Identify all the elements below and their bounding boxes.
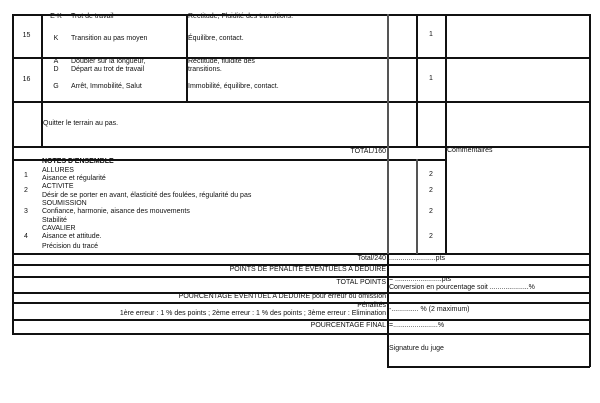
note-coefficient: 2	[429, 187, 433, 194]
row-divider	[12, 319, 590, 321]
note-heading: CAVALIER	[42, 225, 76, 232]
col-divider	[445, 14, 447, 254]
note-extra: Précision du tracé	[42, 243, 99, 250]
movement-description: Trot de travail	[71, 13, 114, 20]
row-divider	[12, 101, 590, 103]
movement-coefficient: 1	[429, 31, 433, 38]
note-heading: SOUMISSION	[42, 200, 87, 207]
final-percentage-value[interactable]: =.......................%	[389, 322, 445, 329]
percentage-deduct-label: POURCENTAGE EVENTUEL A DEDUIRE pour erreur ou omission	[178, 293, 386, 300]
movement-description: Transition au pas moyen	[71, 35, 148, 42]
note-detail: Désir de se porter en avant, élasticité des foulées, régularité du pas	[42, 192, 252, 199]
percentage-conversion[interactable]: Conversion en pourcentage soit ....................%	[389, 284, 535, 291]
movement-description: Départ au trot de travail	[71, 66, 145, 73]
note-heading: ACTIVITE	[42, 183, 74, 190]
movement-criteria: Immobilité, équilibre, contact.	[188, 83, 279, 90]
note-coefficient: 2	[429, 208, 433, 215]
movement-description: Arrêt, Immobilité, Salut	[71, 83, 142, 90]
final-percentage-label: POURCENTAGE FINAL	[310, 322, 386, 329]
penalties-value[interactable]: -.............. % (2 maximum)	[389, 306, 470, 313]
total-240-label: Total/240	[357, 255, 386, 262]
movement-criteria: transitions.	[188, 66, 222, 73]
note-detail: Confiance, harmonie, aisance des mouvements	[42, 208, 190, 215]
movement-number: 16	[22, 76, 31, 83]
note-number: 2	[24, 187, 28, 194]
row-divider	[12, 276, 590, 278]
note-number: 1	[24, 172, 28, 179]
exit-instruction: Quitter le terrain au pas.	[43, 120, 119, 127]
movement-description: Doubler sur la longueur,	[71, 58, 146, 65]
table-border-right	[589, 254, 591, 367]
penalties-label: Pénalités	[357, 302, 386, 309]
table-border-right	[589, 14, 591, 255]
note-number: 4	[24, 233, 28, 240]
note-detail: Aisance et attitude.	[42, 233, 102, 240]
movement-coefficient: 1	[429, 75, 433, 82]
note-detail: Aisance et régularité	[42, 175, 106, 182]
movement-criteria: Rectitude, fluidité des	[188, 58, 255, 65]
comments-label: Commentaires	[447, 147, 493, 154]
signature-box-bottom	[387, 366, 590, 368]
row-divider	[12, 333, 590, 335]
note-number: 3	[24, 208, 28, 215]
penalty-points-label: POINTS DE PENALITE EVENTUELS A DEDUIRE	[229, 266, 386, 273]
note-coefficient: 2	[429, 171, 433, 178]
movement-criteria: Rectitude, Fluidité des transitions.	[188, 13, 294, 20]
col-divider	[387, 14, 389, 254]
movement-code: E-K	[50, 13, 62, 20]
total-240-value[interactable]: ........................pts	[389, 255, 446, 262]
movement-criteria: Équilibre, contact.	[188, 35, 244, 42]
movement-code: K	[53, 35, 59, 42]
movement-code: G	[53, 83, 59, 90]
judge-signature-field[interactable]	[389, 355, 588, 365]
total-160-label: TOTAL/160	[350, 148, 386, 155]
total-points-value[interactable]: = ........................pts	[389, 276, 452, 283]
penalties-rules: 1ère erreur : 1 % des points ; 2ème erreur : 1 % des points ; 3ème erreur : Elimination	[119, 310, 386, 317]
note-heading: ALLURES	[42, 167, 74, 174]
note-extra: Stabilité	[42, 217, 67, 224]
movement-number: 15	[22, 32, 31, 39]
total-points-label: TOTAL POINTS	[336, 279, 386, 286]
movement-code: A	[53, 58, 59, 65]
judge-signature-label: Signature du juge	[389, 345, 444, 352]
table-border-left	[12, 14, 14, 334]
general-notes-title: NOTES D'ENSEMBLE	[42, 158, 114, 165]
note-coefficient: 2	[429, 233, 433, 240]
movement-code: D	[53, 66, 59, 73]
